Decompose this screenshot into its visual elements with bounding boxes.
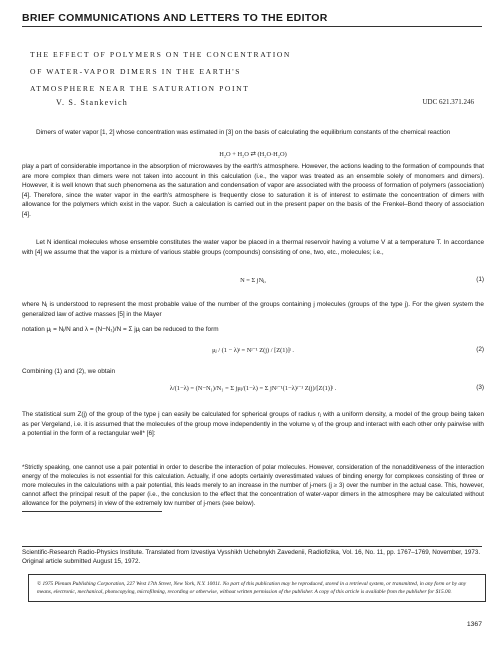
source-note: Scientific-Research Radio-Physics Institute. Translated from Izvestiya Vysshikh Uchebnykh Zavedenii, Radiofizika, Vol. 16, No. 11, pp. 1767–1769, November, 1973. Original article submitted August 15, 1972. (22, 549, 481, 566)
article-title (30, 46, 291, 97)
author: V. S. Stankevich (56, 98, 128, 107)
footnote-rule (22, 511, 162, 512)
paragraph-notation: notation μⱼ = Nⱼ/N and λ = (N−N₁)/N = Σ jμⱼ can be reduced to the form (22, 326, 219, 333)
equation-2-number: (2) (476, 346, 484, 353)
title-line: THE EFFECT OF POLYMERS ON THE CONCENTRATION (30, 50, 291, 59)
equation-3-body: λ/(1−λ) = (N−N₁)/N₁ = Σ jμⱼ/(1−λ) = Σ jNʲ⁻¹(1−λ)ʲ⁻¹ Z(j)/[Z(1)]ʲ . (169, 385, 337, 392)
copyright-box: © 1975 Plenum Publishing Corporation, 227 West 17th Street, New York, N.Y. 10011. No part of this publication may be reproduced, stored in a retrieval system, or transmitted, in any form or by any means, electronic, mechanical, photocopying, microfilming, recording or otherwise, without written permission of the publisher. A copy of this article is available from the publisher for $15.00. (28, 574, 486, 602)
paragraph-combining: Combining (1) and (2), we obtain (22, 368, 116, 375)
chemical-reaction: H₂O + H₂O ⇄ (H₂O·H₂O) (219, 151, 287, 158)
paragraph-intro: Dimers of water vapor [1, 2] whose concentration was estimated in [3] on the basis of calculating the equilibrium constants of the chemical reaction (36, 129, 451, 136)
page-number: 1367 (466, 621, 482, 628)
paragraph-statistical-sum: The statistical sum Z(j) of the group of the type j can easily be calculated for spherical groups of radius rⱼ with a uniform density, a model of the group being taken as per Vergeland, i.e. it is assumed that the molecules of the group move independently in the volume vⱼ of the group and interact with each other only pairwise with a potential in the form of a rectangular well* [6]: (22, 411, 484, 438)
equation-1 (22, 276, 484, 288)
header-rule (22, 26, 482, 27)
paragraph-model: Let N identical molecules whose ensemble constitutes the water vapor be placed in a thermal reservoir having a volume V at a temperature T. In accordance with [4] we assume that the vapor is a mixture of various stable groups (compounds) consisting of one, two, etc., molecules; i.e., (22, 239, 484, 256)
paragraph-body: play a part of considerable importance in the absorption of microwaves by the earth's atmosphere. However, the actions leading to the formation of compounds that are more complex than dimers were not taken into account in this calculation (i.e., the vapor was treated as an ensemble solely of monomers and dimers). However, it is well known that such phenomena as the saturation and condensation of vapor are associated with the process of formation of polymers (association) [4]. Therefore, since the water vapor in the earth's atmosphere is frequently close to saturation it is of interest to estimate the concentration of dimers with allowance for the polymers which exist in the vapor. Such a calculation is carried out in the present paper on the basis of the Frenkel–Bond theory of association [4]. (22, 163, 484, 218)
equation-1-number: (1) (476, 276, 484, 283)
equation-2-body: μⱼ / (1 − λ)ʲ = Nʲ⁻¹ Z(j) / [Z(1)]ʲ . (212, 347, 294, 354)
footnote: *Strictly speaking, one cannot use a pair potential in order to describe the interaction of polar molecules. However, consideration of the nonadditiveness of the interaction energy of the molecules is not essential for this calculation. Actually, if one adopts certainly overestimated values of binding energy for complexes consisting of three or more molecules in the calculations with a pair potential, this leads merely to an increase in the number of j-mers (j ≥ 3) over the number in the actual case. This, however, cannot affect the principal result of the paper (i.e., the conclusion to the effect that the concentration of water-vapor dimers in the atmosphere may be calculated without allowance for the polymers) in view of the extremely low number of j-mers (see below). (22, 464, 484, 507)
equation-3 (22, 384, 484, 396)
equation-3-number: (3) (476, 384, 484, 391)
udc-code: UDC 621.371.246 (422, 98, 474, 106)
paragraph-where: where Nⱼ is understood to represent the most probable value of the number of the groups containing j molecules (groups of the type j). For the given system the generalized law of active masses [5] in the Mayer (22, 301, 484, 318)
equation-1-body: N = Σ jNⱼ, (240, 277, 266, 284)
title-line: ATMOSPHERE NEAR THE SATURATION POINT (30, 84, 250, 93)
section-header: BRIEF COMMUNICATIONS AND LETTERS TO THE EDITOR (22, 12, 328, 24)
equation-2 (22, 346, 484, 358)
source-rule (22, 546, 482, 547)
title-line: OF WATER-VAPOR DIMERS IN THE EARTH'S (30, 67, 242, 76)
